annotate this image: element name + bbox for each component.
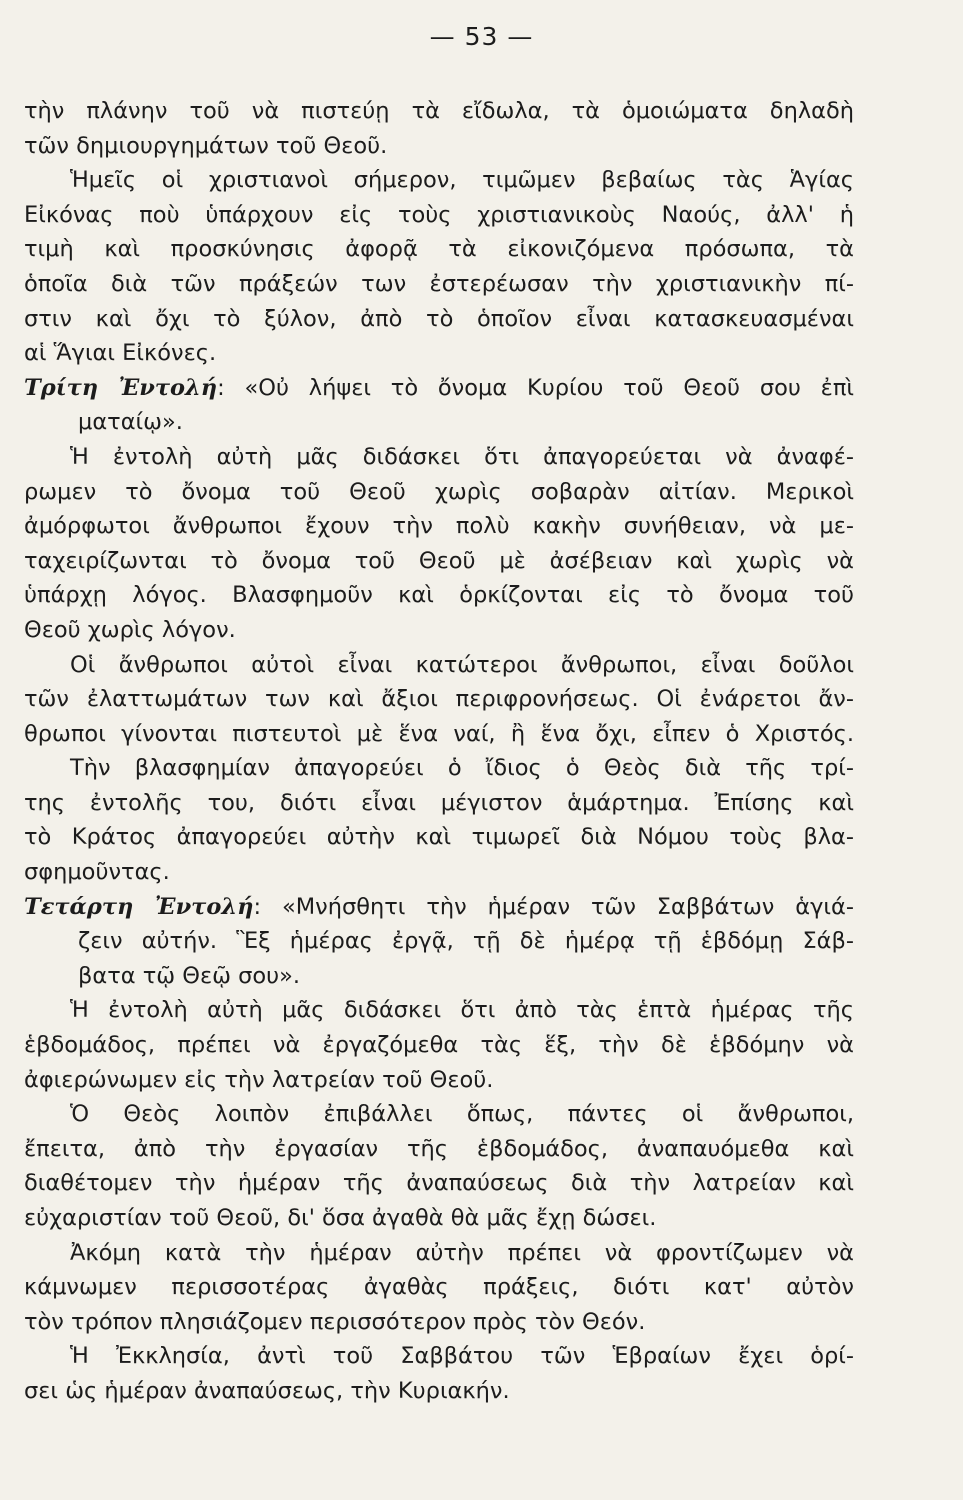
text-line <box>24 1132 854 1167</box>
line-text: Οἱ ἄνθρωποι αὐτοὶ εἶναι κατώτεροι ἄνθρωποι, εἶναι δοῦλοι <box>70 651 854 678</box>
text-line <box>24 302 854 337</box>
line-text: Εἰκόνας ποὺ ὑπάρχουν εἰς τοὺς χριστιανικοὺς Ναούς, ἀλλ' ἡ <box>24 201 854 228</box>
text-line <box>24 993 854 1028</box>
line-text: ὑπάρχῃ λόγος. Βλασφημοῦν καὶ ὁρκίζονται εἰς τὸ ὄνομα τοῦ <box>24 582 854 609</box>
line-text: ἀφιερώνωμεν εἰς τὴν λατρείαν τοῦ Θεοῦ. <box>24 1066 494 1093</box>
text-line <box>24 198 854 233</box>
text-line <box>24 509 854 544</box>
line-text: Ἡ Ἐκκλησία, ἀντὶ τοῦ Σαββάτου τῶν Ἑβραίων ἔχει ὁρί- <box>70 1343 854 1370</box>
text-line <box>24 475 854 510</box>
line-text: τῶν ἐλαττωμάτων των καὶ ἄξιοι περιφρονήσεως. Οἱ ἐνάρετοι ἄν- <box>24 686 854 713</box>
line-text: κάμνωμεν περισσοτέρας ἀγαθὰς πράξεις, διότι κατ' αὐτὸν <box>24 1274 854 1301</box>
line-text: Τὴν βλασφημίαν ἀπαγορεύει ὁ ἴδιος ὁ Θεὸς διὰ τῆς τρί- <box>70 755 854 782</box>
line-text: τιμὴ καὶ προσκύνησις ἀφορᾷ τὰ εἰκονιζόμενα πρόσωπα, τὰ <box>24 236 854 263</box>
line-text: ἔπειτα, ἀπὸ τὴν ἐργασίαν τῆς ἑβδομάδος, ἀναπαυόμεθα καὶ <box>24 1135 854 1162</box>
line-text: ὁποῖα διὰ τῶν πράξεών των ἐστερέωσαν τὴν χριστιανικὴν πί- <box>24 270 854 297</box>
line-text: ματαίῳ». <box>78 409 183 436</box>
text-line <box>24 1166 854 1201</box>
text-line <box>24 267 854 302</box>
text-line <box>24 855 854 890</box>
text-line <box>24 1201 854 1236</box>
text-line <box>24 336 854 371</box>
text-line <box>24 924 854 959</box>
text-line <box>24 578 854 613</box>
line-text: της ἐντολῆς του, διότι εἶναι μέγιστον ἁμάρτημα. Ἐπίσης καὶ <box>24 789 854 816</box>
text-line <box>24 613 854 648</box>
line-text: εὐχαριστίαν τοῦ Θεοῦ, δι' ὅσα ἀγαθὰ θὰ μᾶς ἔχῃ δώσει. <box>24 1205 657 1231</box>
line-text: στιν καὶ ὄχι τὸ ξύλον, ἀπὸ τὸ ὁποῖον εἶναι κατασκευασμέναι <box>24 305 854 332</box>
commandment-heading: Τετάρτη Ἐντολή <box>24 893 254 920</box>
text-line <box>24 786 854 821</box>
text-line <box>24 890 854 925</box>
text-line <box>24 1305 854 1340</box>
line-text: Ἡ ἐντολὴ αὐτὴ μᾶς διδάσκει ὅτι ἀπὸ τὰς ἑπτὰ ἡμέρας τῆς <box>70 997 854 1024</box>
line-text: Ἀκόμη κατὰ τὴν ἡμέραν αὐτὴν πρέπει νὰ φροντίζωμεν νὰ <box>70 1239 854 1266</box>
text-line <box>24 1097 854 1132</box>
text-line <box>24 717 854 752</box>
line-text: ζειν αὐτήν. Ἓξ ἡμέρας ἐργᾷ, τῇ δὲ ἡμέρᾳ τῇ ἑβδόμῃ Σάβ- <box>78 928 854 955</box>
text-line <box>24 371 854 406</box>
text-line <box>24 1063 854 1098</box>
line-text: τὸ Κράτος ἀπαγορεύει αὐτὴν καὶ τιμωρεῖ διὰ Νόμου τοὺς βλα- <box>24 824 854 851</box>
text-line <box>24 959 854 994</box>
line-text: τὴν πλάνην τοῦ νὰ πιστεύῃ τὰ εἴδωλα, τὰ ὁμοιώματα δηλαδὴ <box>24 98 854 124</box>
body-text <box>24 94 854 1409</box>
text-line <box>24 1374 854 1409</box>
line-text: αἱ Ἅγιαι Εἰκόνες. <box>24 340 217 367</box>
line-text: Ἡμεῖς οἱ χριστιανοὶ σήμερον, τιμῶμεν βεβαίως τὰς Ἁγίας <box>70 167 854 194</box>
text-line <box>24 1236 854 1271</box>
line-text: Ἡ ἐντολὴ αὐτὴ μᾶς διδάσκει ὅτι ἀπαγορεύεται νὰ ἀναφέ- <box>70 443 854 470</box>
commandment-heading: Τρίτη Ἐντολή <box>24 374 218 401</box>
text-line <box>24 820 854 855</box>
text-line <box>24 544 854 579</box>
text-line <box>24 1270 854 1305</box>
line-text: βατα τῷ Θεῷ σου». <box>78 962 301 989</box>
text-line <box>24 751 854 786</box>
text-line <box>24 405 854 440</box>
line-text: : «Οὐ λήψει τὸ ὄνομα Κυρίου τοῦ Θεοῦ σου ἐπὶ <box>217 374 854 401</box>
line-text: : «Μνήσθητι τὴν ἡμέραν τῶν Σαββάτων ἁγιά- <box>253 893 854 920</box>
line-text: ἀμόρφωτοι ἄνθρωποι ἔχουν τὴν πολὺ κακὴν συνήθειαν, νὰ με- <box>24 513 854 540</box>
text-line <box>24 232 854 267</box>
page-number: — 53 — <box>429 22 534 51</box>
text-line <box>24 648 854 683</box>
text-line <box>24 129 854 164</box>
text-line <box>24 163 854 198</box>
line-text: ρωμεν τὸ ὄνομα τοῦ Θεοῦ χωρὶς σοβαρὰν αἰτίαν. Μερικοὶ <box>24 478 854 505</box>
line-text: θρωποι γίνονται πιστευτοὶ μὲ ἕνα ναί, ἢ ἕνα ὄχι, εἶπεν ὁ Χριστός. <box>24 720 854 747</box>
text-line <box>24 1339 854 1374</box>
line-text: διαθέτομεν τὴν ἡμέραν τῆς ἀναπαύσεως διὰ τὴν λατρείαν καὶ <box>24 1170 854 1197</box>
text-line <box>24 682 854 717</box>
line-text: σφημοῦντας. <box>24 859 170 886</box>
line-text: ἑβδομάδος, πρέπει νὰ ἐργαζόμεθα τὰς ἕξ, τὴν δὲ ἑβδόμην νὰ <box>24 1032 854 1059</box>
line-text: τῶν δημιουργημάτων τοῦ Θεοῦ. <box>24 132 388 159</box>
line-text: Θεοῦ χωρὶς λόγον. <box>24 616 236 643</box>
line-text: τὸν τρόπον πλησιάζομεν περισσότερον πρὸς τὸν Θεόν. <box>24 1308 646 1335</box>
line-text: ταχειρίζωνται τὸ ὄνομα τοῦ Θεοῦ μὲ ἀσέβειαν καὶ χωρὶς νὰ <box>24 547 854 574</box>
text-line <box>24 1028 854 1063</box>
line-text: Ὁ Θεὸς λοιπὸν ἐπιβάλλει ὅπως, πάντες οἱ ἄνθρωποι, <box>70 1101 854 1128</box>
text-line <box>24 440 854 475</box>
line-text: σει ὡς ἡμέραν ἀναπαύσεως, τὴν Κυριακήν. <box>24 1377 510 1404</box>
text-line <box>24 94 854 129</box>
